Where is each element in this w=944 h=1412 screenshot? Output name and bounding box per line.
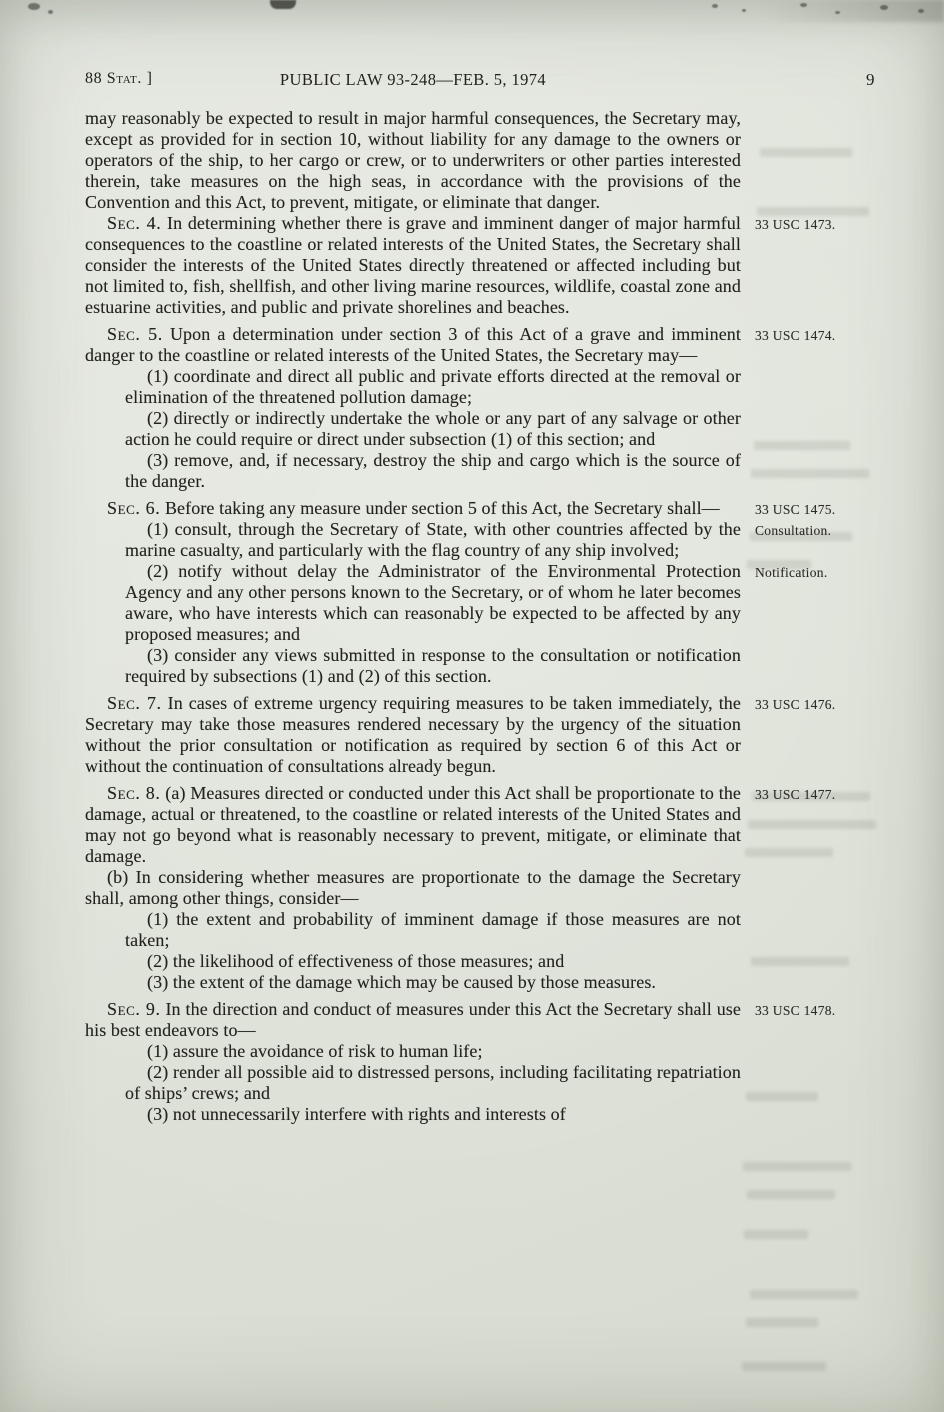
statute-subitem (85, 408, 741, 450)
margin-note: 33 USC 1476. (755, 697, 836, 712)
bleed-through-ghost (747, 1190, 835, 1199)
bleed-through-ghost (746, 1092, 818, 1101)
paragraph-text (125, 519, 741, 561)
law-heading: PUBLIC LAW 93-248—FEB. 5, 1974 (279, 70, 547, 89)
statute-subitem (85, 519, 832, 561)
paragraph-body: (1) the extent and probability of imminent damage if those measures are not taken; (125, 909, 741, 950)
paragraph-text (85, 324, 741, 366)
paragraph-body: (1) consult, through the Secretary of State, with other countries affected by the marine casualty, and particularly with the flag country of any ship involved; (125, 519, 741, 560)
margin-note: 33 USC 1478. (755, 1003, 836, 1018)
paragraph-text (125, 561, 741, 645)
paragraph-body: (1) coordinate and direct all public and private efforts directed at the removal or elimination of the threatened pollution damage; (125, 366, 741, 407)
statute-paragraph (85, 693, 836, 777)
scan-speck (712, 4, 718, 8)
paragraph-text (125, 951, 741, 972)
statute-paragraph (85, 783, 836, 867)
section-number-label: Sec. 7. (107, 693, 162, 713)
paragraph-body: (2) notify without delay the Administrator of the Environmental Protection Agency and any other persons known to the Secretary, or of whom he later becomes aware, who have interests which can reasonably be expected to be affected by any proposed measures; and (125, 561, 741, 644)
bleed-through-ghost (746, 1318, 818, 1327)
paragraph-text (125, 366, 741, 408)
statute-text (85, 108, 836, 1125)
statute-subitem (85, 1104, 741, 1125)
paragraph-body: (3) not unnecessarily interfere with rights and interests of (147, 1104, 566, 1124)
section-number-label: Sec. 8. (107, 783, 161, 803)
paragraph-text (85, 108, 741, 213)
statute-subitem (85, 1062, 741, 1104)
statute-paragraph (85, 999, 836, 1041)
paragraph-body: (2) directly or indirectly undertake the whole or any part of any salvage or other action he could require or direct under subsection (1) of this section; and (125, 408, 741, 449)
statute-paragraph (85, 108, 741, 213)
paragraph-text (125, 1062, 741, 1104)
scan-speck (742, 9, 746, 12)
bleed-through-ghost (745, 848, 833, 857)
bleed-through-ghost (760, 148, 852, 157)
section-number-label: Sec. 9. (107, 999, 161, 1019)
paragraph-text (85, 783, 741, 867)
paragraph-text (125, 1104, 741, 1125)
margin-note: 33 USC 1475. (755, 502, 836, 517)
bleed-through-ghost (742, 1362, 826, 1371)
paragraph-text (85, 693, 741, 777)
section-number-label: Sec. 6. (107, 498, 161, 518)
paragraph-text (125, 972, 741, 993)
statute-subitem (85, 366, 741, 408)
bleed-through-ghost (743, 1162, 851, 1171)
paragraph-body: (2) render all possible aid to distressed persons, including facilitating repatriation of ships’ crews; and (125, 1062, 741, 1103)
bleed-through-ghost (744, 1230, 808, 1239)
margin-note: 33 USC 1474. (755, 328, 836, 343)
paragraph-body: may reasonably be expected to result in major harmful consequences, the Secretary may, except as provided for in section 10, without liability for any damage to the owners or operators of the ship, to her cargo or crew, or to underwriters or other parties interested therein, take measures on the high seas, in accordance with the provisions of the Convention and this Act, to prevent, mitigate, or eliminate that danger. (85, 108, 741, 212)
statute-subitem (85, 645, 741, 687)
paragraph-body: (3) consider any views submitted in response to the consultation or notification required by subsections (1) and (2) of this section. (125, 645, 741, 686)
bleed-through-ghost (751, 957, 849, 966)
scan-mark (270, 0, 296, 9)
statute-subitem (85, 909, 741, 951)
statute-subitem (85, 951, 741, 972)
paragraph-text (125, 450, 741, 492)
scan-speck (48, 10, 53, 14)
bleed-through-ghost (750, 1290, 858, 1299)
margin-note: 33 USC 1477. (755, 787, 836, 802)
statute-subitem (85, 450, 741, 492)
paragraph-body: In the direction and conduct of measures under this Act the Secretary shall use his best endeavors to— (85, 999, 742, 1040)
bleed-through-ghost (757, 207, 869, 216)
statute-paragraph (85, 324, 836, 366)
paragraph-text (125, 1041, 741, 1062)
margin-note: Consultation. (755, 523, 832, 538)
paragraph-text (125, 645, 741, 687)
statute-subitem (85, 1041, 741, 1062)
paragraph-body: (3) remove, and, if necessary, destroy the ship and cargo which is the source of the danger. (125, 450, 741, 491)
bleed-through-ghost (751, 469, 869, 478)
statute-subitem (85, 972, 741, 993)
statute-paragraph (85, 213, 836, 318)
paragraph-body: (1) assure the avoidance of risk to human life; (147, 1041, 483, 1061)
paragraph-body: (2) the likelihood of effectiveness of those measures; and (147, 951, 565, 971)
statute-subitem (85, 561, 828, 645)
paragraph-text (125, 408, 741, 450)
statute-paragraph (85, 498, 836, 519)
bleed-through-ghost (748, 820, 876, 829)
page-number: 9 (866, 70, 875, 89)
section-number-label: Sec. 4. (107, 213, 162, 233)
paragraph-body: (b) In considering whether measures are proportionate to the damage the Secretary shall, among other things, consider— (85, 867, 741, 908)
statute-volume-label: 88 Stat. ] (85, 70, 153, 87)
paragraph-body: Upon a determination under section 3 of this Act of a grave and imminent danger to the coastline or related interests of the United States, the Secretary may— (85, 324, 741, 365)
paragraph-text (85, 213, 741, 318)
scan-shade (764, 0, 944, 22)
paragraph-body: (3) the extent of the damage which may be caused by those measures. (147, 972, 657, 992)
section-number-label: Sec. 5. (107, 324, 163, 344)
statute-paragraph (85, 867, 741, 909)
paragraph-body: Before taking any measure under section 5 of this Act, the Secretary shall— (164, 498, 720, 518)
paragraph-text (85, 867, 741, 909)
paragraph-text (125, 909, 741, 951)
bleed-through-ghost (754, 441, 850, 450)
paragraph-body: (a) Measures directed or conducted under this Act shall be proportionate to the damage, actual or threatened, to the coastline or related interests of the United States and may not go beyond what is reasonably necessary to prevent, mitigate, or eliminate that damage. (85, 783, 742, 866)
paragraph-text (85, 999, 741, 1041)
paragraph-text (85, 498, 741, 519)
scan-speck (28, 3, 40, 10)
margin-note: Notification. (755, 565, 828, 580)
paragraph-body: In cases of extreme urgency requiring measures to be taken immediately, the Secretary may take those measures rendered necessary by the urgency of the situation without the prior consultation or notification as required by section 6 of this Act or without the continuation of consultations already begun. (85, 693, 741, 776)
margin-note: 33 USC 1473. (755, 217, 836, 232)
paragraph-body: In determining whether there is grave and imminent danger of major harmful consequences to the coastline or related interests of the United States, the Secretary shall consider the interests of the United States directly threatened or affected including but not limited to, fish, shellfish, and other living marine resources, wildlife, coastal zone and estuarine activities, and public and private shorelines and beaches. (85, 213, 742, 317)
